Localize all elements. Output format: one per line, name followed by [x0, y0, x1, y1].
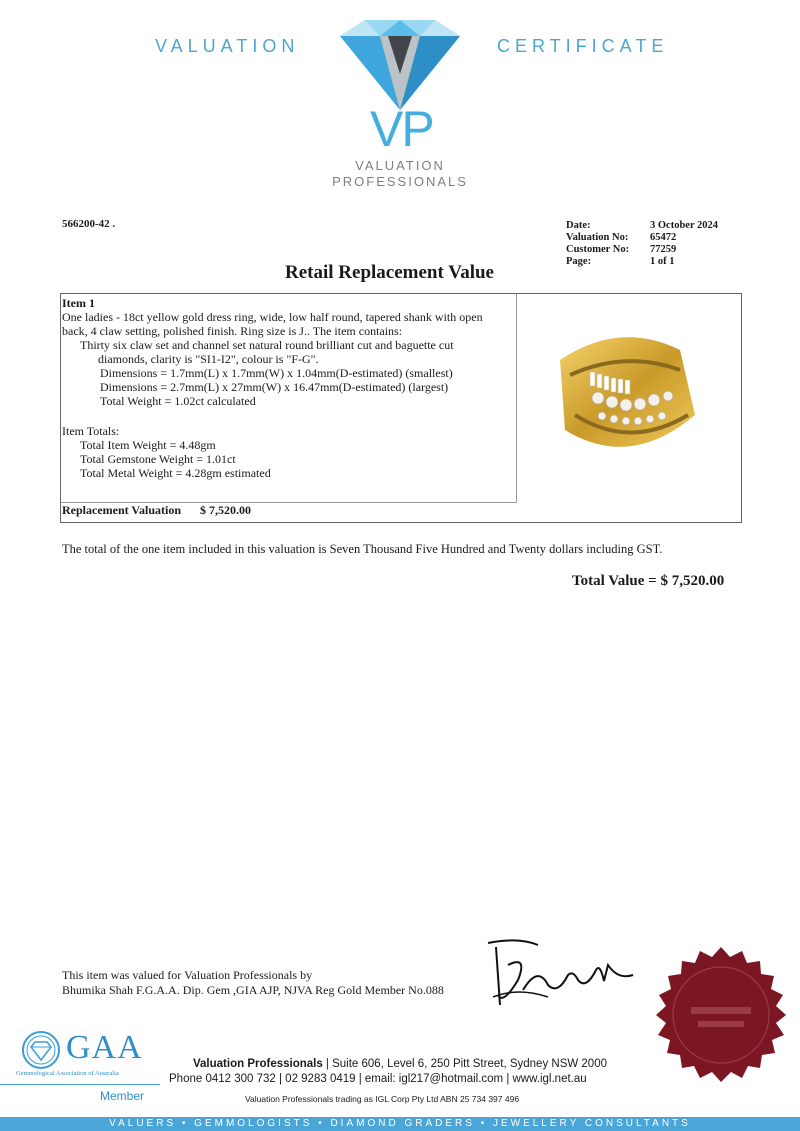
stones-line2: diamonds, clarity is "SI1-I2", colour is "F-G". [98, 352, 319, 366]
ring-photo [520, 320, 720, 470]
logo-letters: VP [370, 101, 433, 157]
gaa-member: Member [100, 1089, 145, 1103]
meta-customer-label: Customer No: [566, 244, 630, 255]
footer-band: VALUERS • GEMMOLOGISTS • DIAMOND GRADERS • JEWELLERY CONSULTANTS [0, 1117, 800, 1131]
wax-seal-icon [646, 945, 796, 1095]
total-gemstone-weight: Total Gemstone Weight = 1.01ct [80, 452, 236, 466]
footer-address: | Suite 606, Level 6, 250 Pitt Street, Sydney NSW 2000 [322, 1058, 607, 1070]
logo-line1: VALUATION [355, 158, 445, 173]
valuer-line1: This item was valued for Valuation Professionals by [62, 968, 313, 982]
dimensions-smallest: Dimensions = 1.7mm(L) x 1.7mm(W) x 1.04mm(D-estimated) (smallest) [100, 366, 453, 380]
logo-line2: PROFESSIONALS [332, 174, 468, 189]
signature-icon [478, 935, 648, 1015]
gaa-emblem-icon [18, 1030, 64, 1070]
valuer-line2: Bhumika Shah F.G.A.A. Dip. Gem ,GIA AJP, NJVA Reg Gold Member No.088 [62, 983, 444, 997]
footer-company: Valuation Professionals [193, 1058, 323, 1070]
gaa-subtitle: Gemmological Association of Australia [16, 1070, 119, 1077]
meta-customer-value: 77259 [650, 244, 677, 255]
stones-total-weight: Total Weight = 1.02ct calculated [100, 394, 256, 408]
diamond-logo-icon [330, 14, 470, 114]
item-totals-heading: Item Totals: [62, 424, 120, 438]
gaa-letters: GAA [66, 1029, 143, 1066]
meta-date-value: 3 October 2024 [650, 220, 719, 231]
stones-line1: Thirty six claw set and channel set natural round brilliant cut and baguette cut [80, 338, 454, 352]
replacement-valuation-label: Replacement Valuation [62, 503, 182, 517]
item-description-line1: One ladies - 18ct yellow gold dress ring, wide, low half round, tapered shank with open [62, 310, 483, 324]
footer-contact: Phone 0412 300 732 | 02 9283 0419 | email: igl217@hotmail.com | www.igl.net.au [169, 1073, 587, 1085]
summary-text: The total of the one item included in this valuation is Seven Thousand Five Hundred and Twenty dollars including GST. [62, 542, 663, 556]
meta-page-label: Page: [566, 256, 592, 267]
document-title: Retail Replacement Value [285, 262, 494, 283]
gaa-divider [0, 1084, 160, 1085]
total-value: Total Value = $ 7,520.00 [572, 573, 725, 589]
item-description-line2: back, 4 claw setting, polished finish. Ring size is J.. The item contains: [62, 324, 403, 338]
header-left-word: VALUATION [155, 36, 300, 56]
dimensions-largest: Dimensions = 2.7mm(L) x 27mm(W) x 16.47mm(D-estimated) (largest) [100, 380, 449, 394]
reference-number: 566200-42 . [62, 218, 116, 230]
meta-page-value: 1 of 1 [650, 256, 675, 267]
footer-trading: Valuation Professionals trading as IGL Corp Pty Ltd ABN 25 734 397 496 [245, 1094, 520, 1104]
header-right-word: CERTIFICATE [497, 36, 669, 56]
footer-address-line [193, 1058, 607, 1070]
item-heading: Item 1 [62, 296, 95, 310]
total-metal-weight: Total Metal Weight = 4.28gm estimated [80, 466, 271, 480]
meta-date-label: Date: [566, 220, 591, 231]
meta-valuation-label: Valuation No: [566, 232, 629, 243]
replacement-valuation-value: $ 7,520.00 [200, 503, 251, 517]
meta-valuation-value: 65472 [650, 232, 677, 243]
total-item-weight: Total Item Weight = 4.48gm [80, 438, 216, 452]
